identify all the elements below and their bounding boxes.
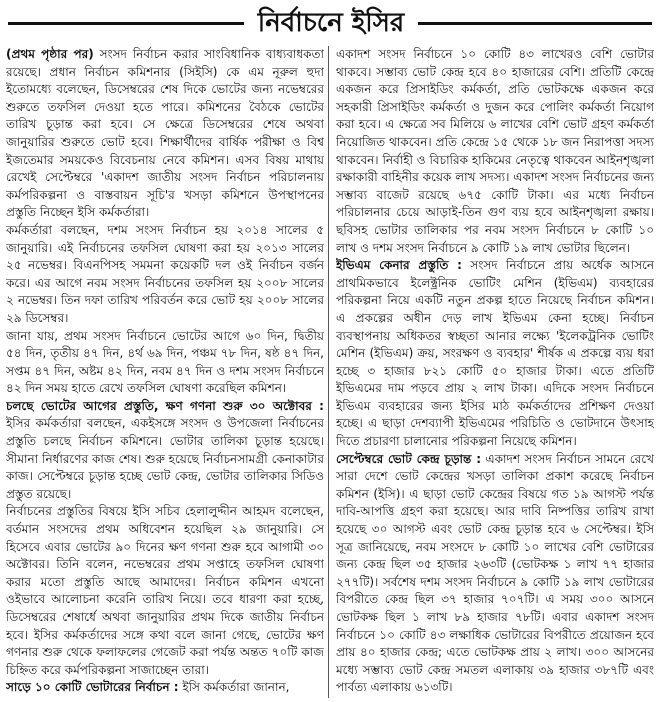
- headline: নির্বাচনে ইসির: [257, 8, 405, 38]
- paragraph-lead: চলছে ভোটের আগের প্রস্তুতি, ক্ষণ গণনা শুরু ৩০ অক্টোবর :: [6, 398, 324, 413]
- paragraph-text: ইসির কর্মকর্তারা বলছেন, একইসঙ্গে সংসদ ও উপজেলা নির্বাচনের প্রস্তুতি চলছে নির্বাচন কমিশনে। ভোটার তালিকা চূড়ান্ত হয়েছে। সীমানা নির্ধারণের কাজ শেষ। শুরু হয়েছে নির্বাচনসামগ্রী কেনাকাটার কাজ। সেপ্টেম্বরে চূড়ান্ত হচ্ছে ভোট কেন্দ্র, ভোটার তালিকার সিডিও প্রস্তুত রয়েছে।: [6, 416, 324, 501]
- left-column: [6, 46, 324, 700]
- paragraph: [6, 222, 324, 328]
- right-column: [336, 46, 654, 700]
- paragraph: [6, 46, 324, 222]
- paragraph-text: একাদশ সংসদ নির্বাচন সামনে রেখে সারা দেশে ভোট কেন্দ্রের খসড়া তালিকা প্রকাশ করেছে নির্বাচন কমিশন (ইসি)। এ ছাড়া ভোট কেন্দ্রের বিষয়ে গত ১৯ আগস্ট পর্যন্ত দাবি-আপত্তি গ্রহণ করা হয়েছে। আর দাবি নিষ্পত্তির তারিখ রাখা হয়েছে ৩০ আগস্ট এবং ভোট কেন্দ্র চূড়ান্ত হবে ৬ সেপ্টেম্বর। ইসি সূত্র জানিয়েছে, নবম সংসদে ৮ কোটি ১০ লাখের বেশি ভোটারের জন্য কেন্দ্র ছিল ৩৫ হাজার ২৬৩টি (ভোটকক্ষ ১ লাখ ৭৭ হাজার ২৭৭টি)। সর্বশেষ দশম সংসদ নির্বাচনে ৯ কোটি ১৯ লাখ ভোটারের বিপরীতে কেন্দ্র ছিল ৩৭ হাজার ৭০৭টি। এ সময় ৩০০ আসনে ভোটকক্ষ ছিল ১ লাখ ৮৯ হাজার ৭৮টি। এবার একাদশ সংসদ নির্বাচনে ১০ কোটি ৪৩ লক্ষাধিক ভোটারের বিপরীতে প্রয়োজন হবে প্রায় ৪০ হাজার কেন্দ্র; এতে ভোটকক্ষ প্রায় ২ লাখ। ৩০০ আসনের মধ্যে সম্ভাব্য ভোট কেন্দ্র সমতল এলাকায় ৩৯ হাজার ৩৮৭টি এবং পার্বত্য এলাকায় ৬১৩টি।: [336, 451, 654, 695]
- paragraph: [6, 503, 324, 679]
- paragraph: [336, 46, 654, 257]
- paragraph-lead: (প্রথম পৃষ্ঠার পর): [6, 47, 94, 61]
- paragraph-lead: সাড়ে ১০ কোটি ভোটারের নির্বাচন :: [6, 680, 179, 695]
- paragraph-lead: ইভিএম কেনার প্রস্তুতি :: [336, 258, 462, 273]
- paragraph: [6, 679, 324, 697]
- column-divider: [328, 46, 329, 698]
- headline-rule-left: [8, 22, 244, 25]
- headline-rule-right: [418, 22, 652, 25]
- paragraph-text: ইসি কর্মকর্তারা জানান,: [178, 680, 290, 695]
- paragraph-text: জানা যায়, প্রথম সংসদ নির্বাচনে ভোটের আগে ৬০ দিন, দ্বিতীয় ৫৪ দিন, তৃতীয় ৪৭ দিন, ৪র্থ ৬৯ দিন, পঞ্চম ৭৮ দিন, ষষ্ঠ ৪৭ দিন, সপ্তম ৪৭ দিন, অষ্টম ৪২ দিন, নবম ৪৭ দিন ও দশম সংসদ নির্বাচনে ৪২ দিন সময় হাতে রেখে তফসিল ঘোষণা করেছিল কমিশন।: [6, 328, 324, 396]
- paragraph-text: নির্বাচনের প্রস্তুতির বিষয়ে ইসি সচিব হেলালুদ্দীন আহমদ বলেছেন, বর্তমান সংসদের প্রথম অধিবেশন হয়েছিল ২৯ জানুয়ারি। সে হিসেবে এবার ভোটের ৯০ দিনের ক্ষণ গণনা শুরু হবে আগামী ৩০ অক্টোবর। তিনি বলেন, নভেম্বরের প্রথম সপ্তাহে তফসিল ঘোষণা করার মতো প্রস্তুতি আছে আমাদের। নির্বাচন কমিশন এখনো ওইভাবে আলোচনা করেনি তারিখ নিয়ে। তবে ধারণা করা হচ্ছে, ডিসেম্বরের শেষার্ধে অথবা জানুয়ারির প্রথম দিকে জাতীয় নির্বাচন হবে। ইসির কর্মকর্তাদের সঙ্গে কথা বলে জানা গেছে, ভোটের ক্ষণ গণনার শুরু থেকে ফলাফলের গেজেট করা পর্যন্ত অন্তত ৭০টি কাজ চিহ্নিত করে কর্মপরিকল্পনা সাজাচ্ছেন তারা।: [6, 504, 324, 677]
- paragraph-text: কর্মকর্তারা বলছেন, দশম সংসদ নির্বাচন হয় ২০১৪ সালের ৫ জানুয়ারি। এই নির্বাচনের তফসিল ঘোষণা করা হয় ২০১৩ সালের ২৫ নভেম্বর। বিএনপিসহ সমমনা কয়েকটি দল ওই নির্বাচন বর্জন করে। এর আগে নবম সংসদ নির্বাচনের তফসিল হয় ২০০৮ সালের ২ নভেম্বর। তিন দফা তারিখ পরিবর্তন করে ভোট হয় ২০০৮ সালের ২৯ ডিসেম্বর।: [6, 222, 324, 325]
- paragraph-lead: সেপ্টেম্বরে ভোট কেন্দ্র চূড়ান্ত :: [336, 451, 481, 466]
- paragraph-text: একাদশ সংসদ নির্বাচনে ১০ কোটি ৪৩ লাখেরও বেশি ভোটার থাকবে। সম্ভাব্য ভোট কেন্দ্র হবে ৪০ হাজারের বেশি। প্রতিটি কেন্দ্রে একজন করে প্রিসাইডিং কর্মকর্তা, প্রতি ভোটকক্ষে একজন করে সহকারী প্রিসাইডিং কর্মকর্তা ও দুজন করে পোলিং কর্মকর্তা নিয়োগ করা হবে। এ ক্ষেত্রে সব মিলিয়ে ৬ লাখের বেশি ভোট গ্রহণ কর্মকর্তা নিয়োজিত থাকবেন। প্রতি কেন্দ্রে ১৫ থেকে ১৮ জন নিরাপত্তা সদস্য থাকবেন। নির্বাহী ও বিচারিক হাকিমের নেতৃত্বে থাকবেন আইনশৃঙ্খলা রক্ষাকারী বাহিনীর কয়েক লাখ সদস্য। একাদশ সংসদ নির্বাচনের জন্য সম্ভাব্য বাজেট রয়েছে ৬৭৫ কোটি টাকা। এর মধ্যে নির্বাচন পরিচালনার চেয়ে আড়াই-তিন গুণ ব্যয় হবে আইনশৃঙ্খলা রক্ষায়। ছবিসহ ভোটার তালিকার পর নবম সংসদ নির্বাচনে ৮ কোটি ১০ লাখ ও দশম সংসদ নির্বাচনে ৯ কোটি ১৯ লাখ ভোটার ছিলেন।: [336, 47, 654, 255]
- paragraph: [6, 328, 324, 398]
- paragraph: [336, 257, 654, 451]
- paragraph: [6, 398, 324, 504]
- paragraph-text: সংসদ নির্বাচন করার সাংবিধানিক বাধ্যবাধকতা রয়েছে। প্রধান নির্বাচন কমিশনার (সিইসি) কে এম নূরুল হুদা ইতোমধ্যে বলেছেন, ডিসেম্বরের শেষ দিকে ভোটের জন্য নভেম্বরের শুরুতে তফসিল দেওয়া হতে পারে। কমিশনের বৈঠকে ভোটের তারিখ চূড়ান্ত করা হবে। সে ক্ষেত্রে ডিসেম্বরের শেষে অথবা জানুয়ারির শুরুতে ভোট হবে। শিক্ষার্থীদের বার্ষিক পরীক্ষা ও বিশ্ব ইজতেমার সময়কেও বিবেচনায় নেবে কমিশন। এসব বিষয় মাথায় রেখেই সেপ্টেম্বরে 'একাদশ জাতীয় সংসদ নির্বাচন পরিচালনায় কর্মপরিকল্পনা ও বাস্তবায়ন সূচি'র খসড়া কমিশনে উপস্থাপনের প্রস্তুতি নিচ্ছেন ইসি কর্মকর্তারা।: [6, 47, 324, 220]
- paragraph-text: সংসদ নির্বাচনে প্রায় অর্ধেক আসনে প্রাথমিকভাবে ইলেক্ট্রনিক ভোটিং মেশিন (ইভিএম) ব্যবহারের পরিকল্পনা নিয়ে একটি নতুন প্রকল্প হাতে নিয়েছে নির্বাচন কমিশন। এ প্রকল্পের অধীন দেড় লাখ ইভিএম কেনা হচ্ছে। নির্বাচন ব্যবস্থাপনায় অধিকতর স্বচ্ছতা আনার লক্ষ্যে 'ইলেকট্রনিক ভোটিং মেশিন (ইভিএম) ক্রয়, সংরক্ষণ ও ব্যবহার' শীর্ষক এ প্রকল্পে ব্যয় ধরা হচ্ছে ৩ হাজার ৮২১ কোটি ৫০ হাজার টাকা। এতে প্রতিটি ইভিএমের দাম পড়বে প্রায় ২ লাখ টাকা। এদিকে সংসদ নির্বাচনে ইভিএম ব্যবহারের জন্য ইসির মাঠ কর্মকর্তাদের প্রশিক্ষণ দেওয়া হচ্ছে। এ ছাড়া দেশব্যাপী ইভিএমের পরিচিতি ও ভোটদানে উৎসাহ দিতে প্রচারণা চালানোর পরিকল্পনা নিয়েছে কমিশন।: [336, 258, 654, 449]
- headline-bar: [0, 0, 660, 46]
- paragraph: [336, 451, 654, 697]
